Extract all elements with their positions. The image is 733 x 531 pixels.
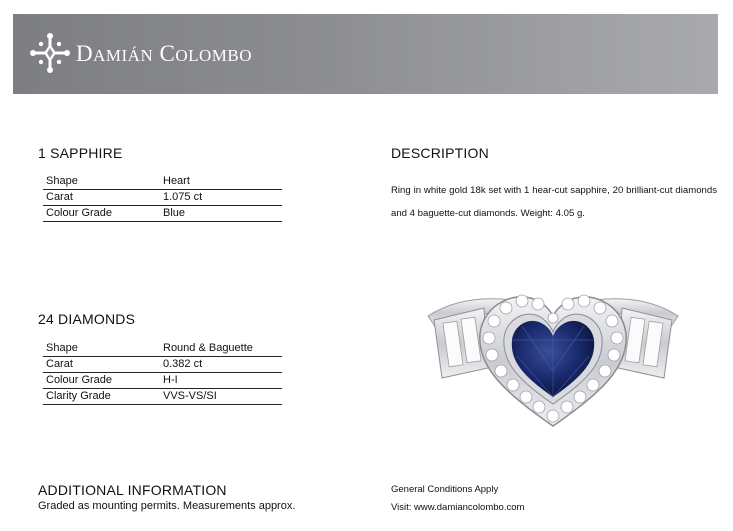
spec-value: H-I — [160, 373, 282, 389]
header-banner — [13, 14, 718, 94]
table-row — [43, 190, 282, 206]
spec-label: Colour Grade — [43, 373, 160, 389]
spec-label: Clarity Grade — [43, 389, 160, 405]
table-row — [43, 373, 282, 389]
diamonds-section-title: 24 DIAMONDS — [38, 311, 136, 327]
brand-name: DAMIÁN COLOMBO — [76, 41, 252, 66]
description-text: Ring in white gold 18k set with 1 hear-cut sapphire, 20 brilliant-cut diamonds and 4 baguette-cut diamonds. Weight: 4.05 g. — [391, 185, 717, 219]
spec-value: Round & Baguette — [160, 341, 282, 357]
spec-value: Blue — [160, 206, 282, 222]
spec-value: 1.075 ct — [160, 190, 282, 206]
general-conditions-text: General Conditions Apply — [391, 484, 499, 495]
spec-label: Colour Grade — [43, 206, 160, 222]
table-row — [43, 341, 282, 357]
table-row — [43, 389, 282, 405]
spec-label: Carat — [43, 190, 160, 206]
website-link[interactable]: Visit: www.damiancolombo.com — [391, 502, 525, 513]
spec-label: Carat — [43, 357, 160, 373]
diamonds-spec-table — [43, 341, 282, 405]
spec-value: VVS-VS/SI — [160, 389, 282, 405]
spec-label: Shape — [43, 174, 160, 190]
table-row — [43, 357, 282, 373]
spec-label: Shape — [43, 341, 160, 357]
table-row — [43, 174, 282, 190]
additional-info-text: Graded as mounting permits. Measurements approx. — [38, 500, 296, 512]
additional-info-title: ADDITIONAL INFORMATION — [38, 482, 227, 498]
ring-image — [422, 276, 684, 434]
spec-value: Heart — [160, 174, 282, 190]
spec-value: 0.382 ct — [160, 357, 282, 373]
table-row — [43, 206, 282, 222]
description-section-title: DESCRIPTION — [391, 145, 489, 161]
ornamental-cross-logo-icon — [30, 32, 70, 74]
sapphire-section-title: 1 SAPPHIRE — [38, 145, 123, 161]
sapphire-spec-table — [43, 174, 282, 222]
